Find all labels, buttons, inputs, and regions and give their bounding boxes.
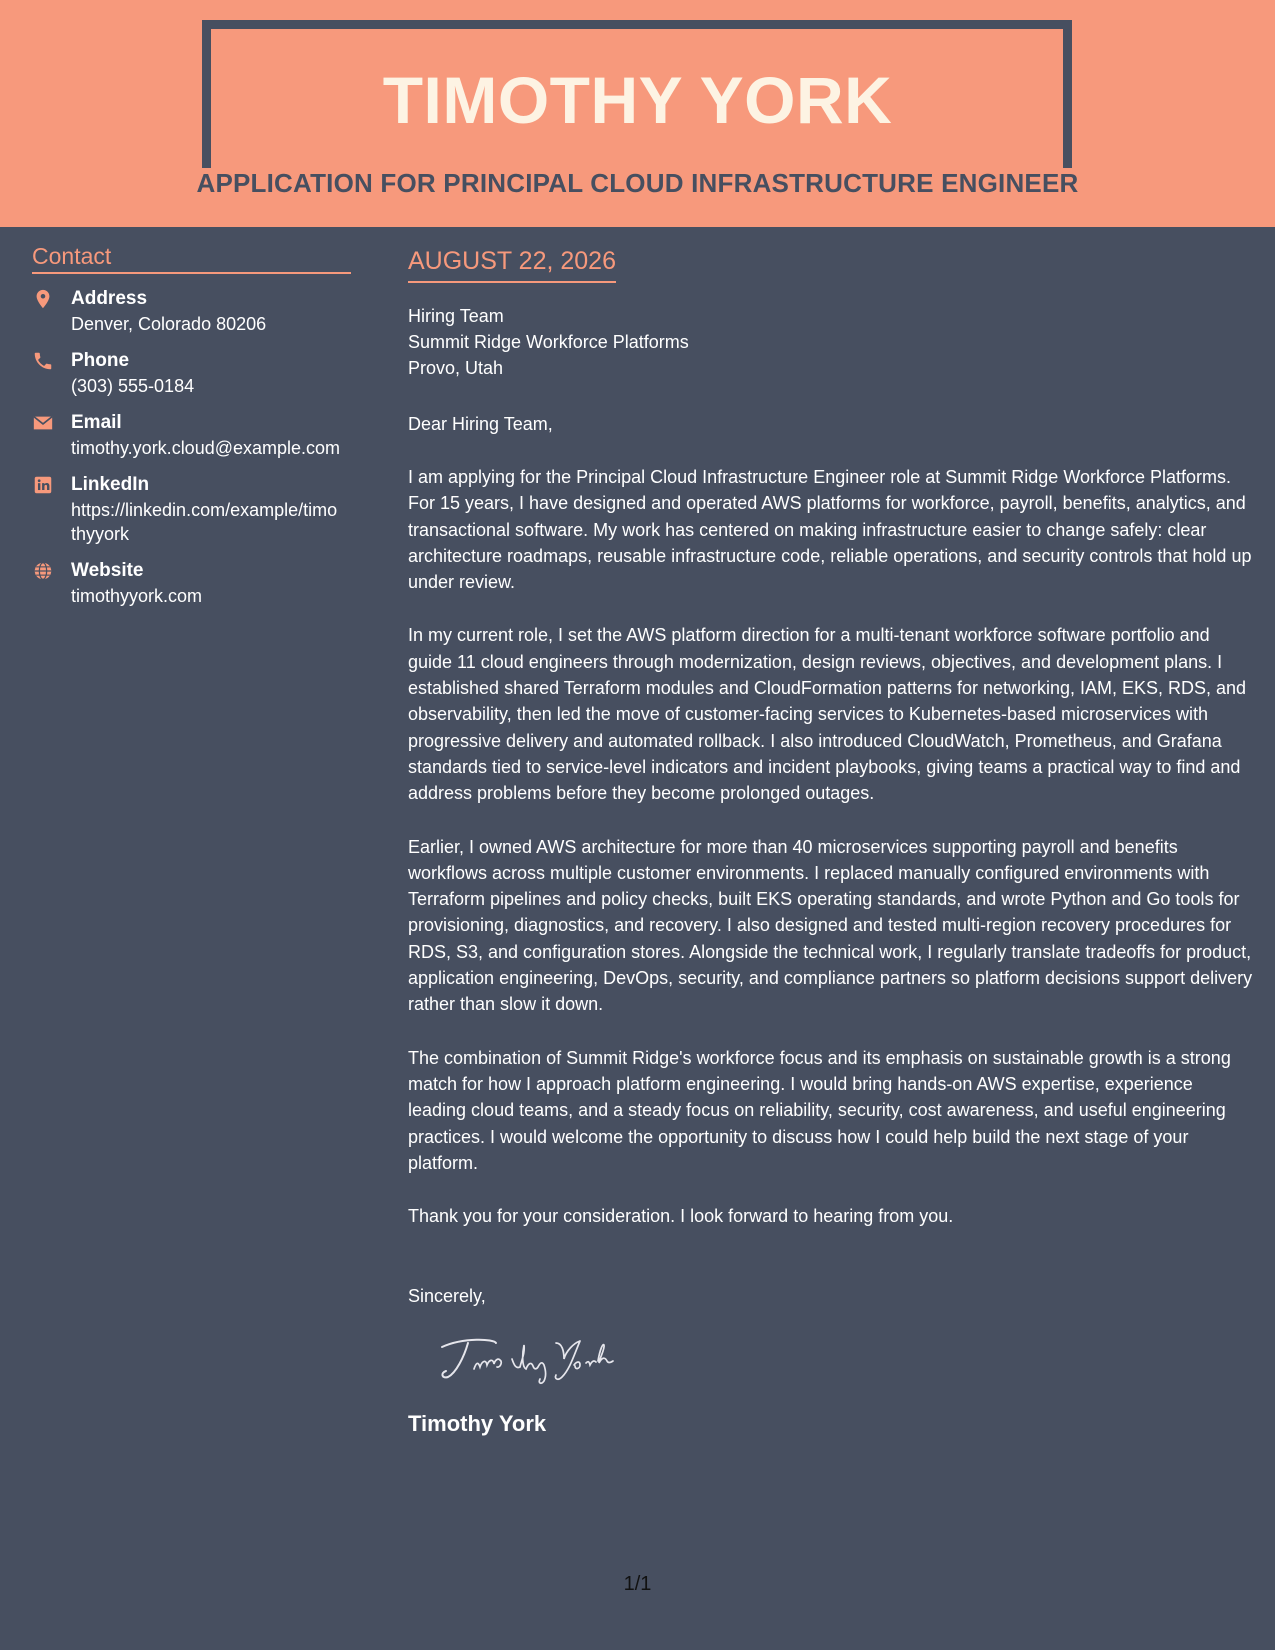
envelope-icon (32, 412, 54, 434)
paragraph: Earlier, I owned AWS architecture for more than 40 microservices supporting payroll and benefits workflows across multiple customer environments. I replaced manually configured environments with Terraform pipelines and policy checks, built EKS operating standards, and wrote Python and Go tools for provisioning, diagnostics, and recovery. I also designed and tested multi-region recovery procedures for RDS, S3, and configuration stores. Alongside the technical work, I regularly translate tradeoffs for product, application engineering, DevOps, security, and compliance partners so platform decisions support delivery rather than slow it down. (408, 836, 1253, 1015)
phone-value: (303) 555-0184 (71, 376, 195, 396)
page-number: 1/1 (623, 1573, 652, 1595)
paragraph: The combination of Summit Ridge's workforce focus and its emphasis on sustainable growth is a strong match for how I approach platform engineering. I would bring hands-on AWS expertise, experience leading cloud teams, and a steady focus on reliability, security, cost awareness, and useful engineering practices. I would welcome the opportunity to discuss how I could help build the next stage of your platform. (408, 1047, 1231, 1173)
website-link[interactable]: timothyyork.com (71, 586, 203, 606)
recipient-block (408, 303, 1254, 381)
contact-label: Phone (71, 350, 130, 371)
phone-icon (32, 350, 54, 372)
contact-item-email (32, 410, 351, 460)
recipient-line: Hiring Team (408, 306, 504, 326)
contact-heading: Contact (32, 240, 351, 274)
contact-item-address (32, 286, 351, 336)
contact-label: LinkedIn (71, 474, 150, 495)
application-title: APPLICATION FOR PRINCIPAL CLOUD INFRASTRUCTURE ENGINEER (196, 168, 1079, 198)
paragraph: In my current role, I set the AWS platform direction for a multi-tenant workforce software portfolio and guide 11 cloud engineers through modernization, design reviews, objectives, and development plans. I established shared Terraform modules and CloudFormation patterns for networking, IAM, EKS, RDS, and observability, then led the move of customer-facing services to Kubernetes-based microservices with progressive delivery and automated rollback. I also introduced CloudWatch, Prometheus, and Grafana standards tied to service-level indicators and incident playbooks, giving teams a practical way to find and address problems before they become prolonged outages. (408, 625, 1247, 804)
recipient-line: Summit Ridge Workforce Platforms (408, 332, 689, 352)
globe-icon (32, 560, 54, 582)
linkedin-link[interactable]: https://linkedin.com/example/timothyyork (71, 500, 338, 544)
contact-item-phone (32, 348, 351, 398)
applicant-name: TIMOTHY YORK (382, 63, 893, 137)
letter-body (408, 244, 1254, 1439)
paragraph: I am applying for the Principal Cloud Infrastructure Engineer role at Summit Ridge Workforce Platforms. For 15 years, I have designed and operated AWS platforms for workforce, payroll, benefits, analytics, and transactional software. My work has centered on making infrastructure easier to change safely: clear architecture roadmaps, reusable infrastructure code, reliable operations, and security controls that hold up under review. (408, 467, 1252, 593)
contact-label: Email (71, 412, 122, 433)
signer-name: Timothy York (408, 1411, 547, 1437)
contact-sidebar (32, 240, 351, 608)
recipient-line: Provo, Utah (408, 358, 504, 378)
email-link[interactable]: timothy.york.cloud@example.com (71, 438, 341, 458)
paragraph: Thank you for your consideration. I look forward to hearing from you. (408, 1206, 954, 1227)
contact-label: Website (71, 560, 144, 581)
date-block (408, 244, 616, 283)
linkedin-icon (32, 474, 54, 496)
address-value: Denver, Colorado 80206 (71, 314, 267, 334)
contact-label: Address (71, 288, 148, 309)
header-banner (0, 0, 1275, 227)
contact-item-website (32, 558, 351, 608)
letter-date: AUGUST 22, 2026 (408, 247, 616, 275)
handwritten-signature (434, 1329, 654, 1389)
contact-item-linkedin (32, 472, 351, 546)
location-pin-icon (32, 288, 54, 310)
salutation: Dear Hiring Team, (408, 414, 553, 434)
closing: Sincerely, (408, 1286, 486, 1307)
